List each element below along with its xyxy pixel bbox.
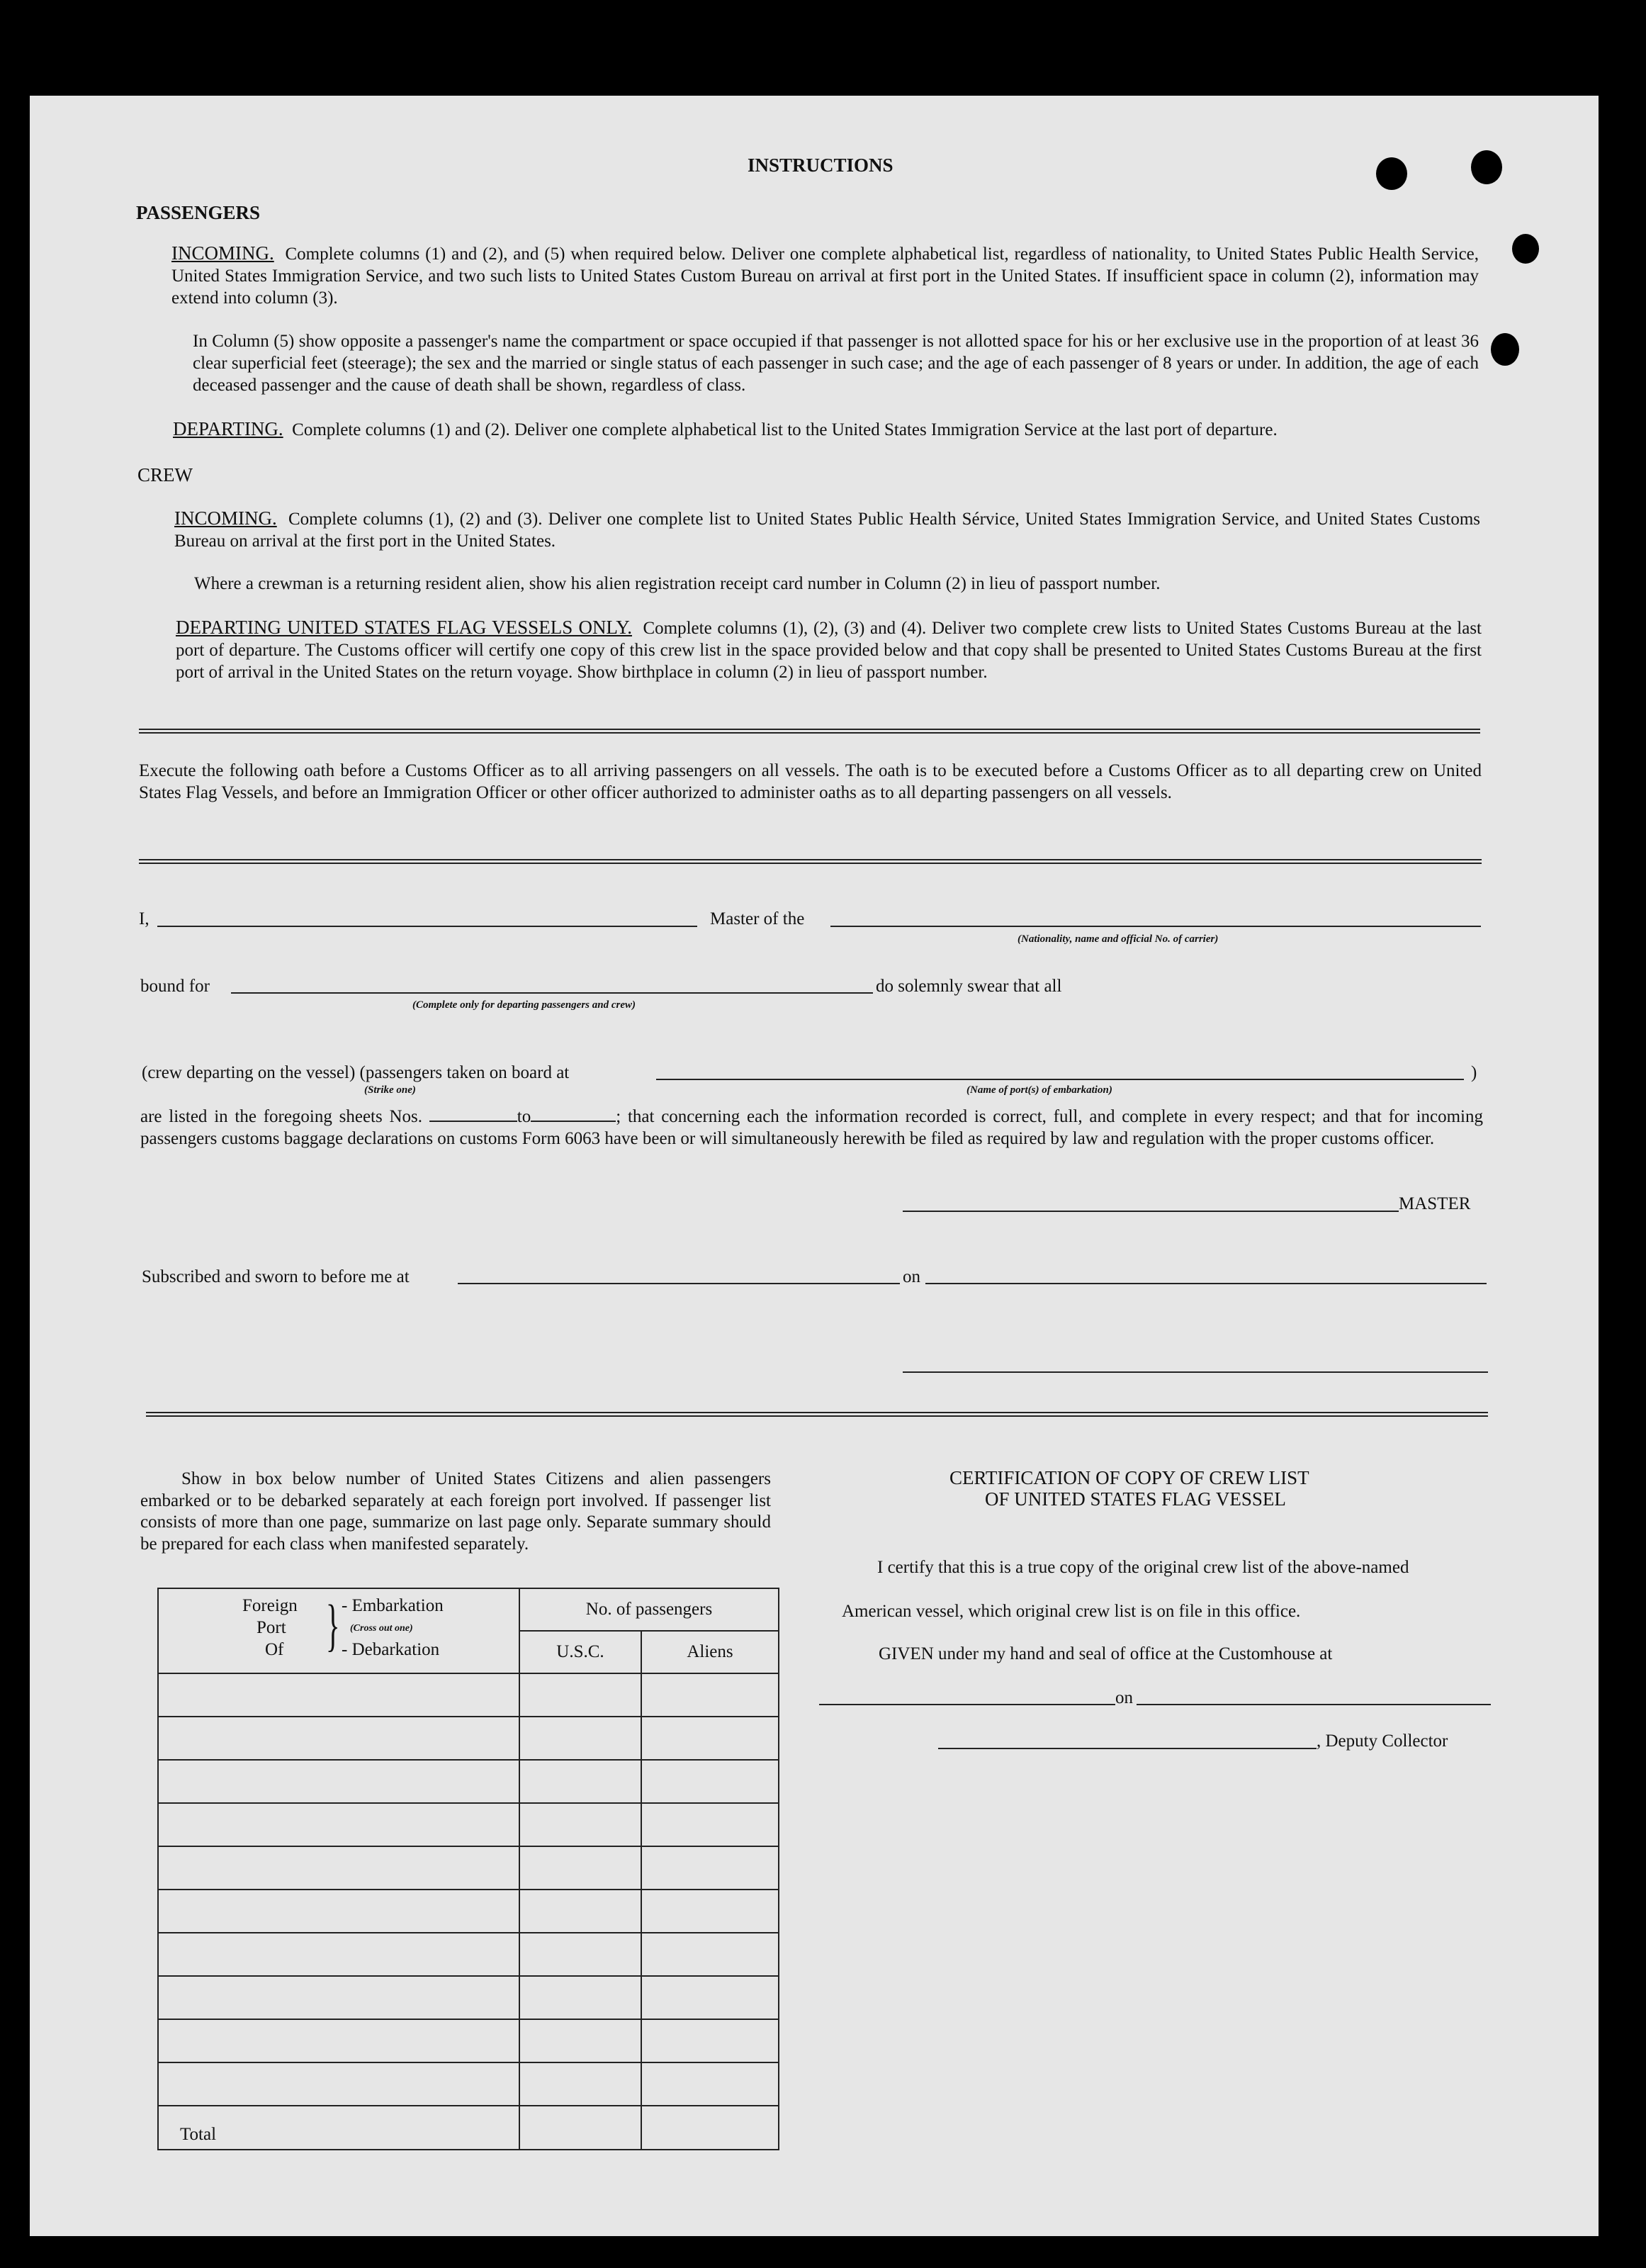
usc-cell[interactable] xyxy=(519,2062,641,2106)
usc-cell[interactable] xyxy=(519,1760,641,1803)
col-of: Of xyxy=(265,1640,284,1659)
port-cell[interactable] xyxy=(158,1976,519,2019)
port-cell[interactable] xyxy=(158,1846,519,1890)
section-divider xyxy=(139,859,1482,864)
crew-departing-paragraph xyxy=(176,617,1482,683)
brace: } xyxy=(325,1593,340,1657)
subscribed-label: Subscribed and sworn to before me at xyxy=(142,1267,410,1286)
usc-cell[interactable] xyxy=(519,1846,641,1890)
listed-prefix: are listed in the foregoing sheets Nos. xyxy=(140,1107,423,1126)
bound-for-label: bound for xyxy=(140,977,210,996)
port-cell[interactable] xyxy=(158,1673,519,1717)
cross-out-note: (Cross out one) xyxy=(350,1623,413,1634)
master-signature-field[interactable] xyxy=(903,1211,1399,1212)
aliens-cell[interactable] xyxy=(641,2062,779,2106)
aliens-cell[interactable] xyxy=(641,1803,779,1846)
punch-hole xyxy=(1471,150,1502,184)
crew-incoming-paragraph xyxy=(174,507,1480,552)
passengers-heading: PASSENGERS xyxy=(136,202,261,223)
customhouse-field[interactable] xyxy=(819,1704,1115,1705)
passengers-departing-label: DEPARTING. xyxy=(173,418,283,439)
aliens-cell[interactable] xyxy=(641,1717,779,1760)
crew-resident-paragraph: Where a crewman is a returning resident alien, show his alien registration receipt card number in Column (2) in lieu of passport number. xyxy=(194,574,1161,593)
certification-title-1: CERTIFICATION OF COPY OF CREW LIST xyxy=(949,1467,1309,1488)
port-cell[interactable] xyxy=(158,1803,519,1846)
aliens-total-cell[interactable] xyxy=(641,2106,779,2150)
aliens-cell[interactable] xyxy=(641,1933,779,1976)
certify-line-2: American vessel, which original crew list is on file in this office. xyxy=(842,1602,1301,1621)
master-of-the-label: Master of the xyxy=(710,909,805,928)
master-name-field[interactable] xyxy=(157,926,697,927)
crew-departing-label: DEPARTING UNITED STATES FLAG VESSELS ONLY. xyxy=(176,617,632,638)
aliens-cell[interactable] xyxy=(641,2019,779,2062)
sheet-from-field[interactable] xyxy=(429,1108,517,1122)
embarkation-label: - Embarkation xyxy=(342,1596,444,1615)
aliens-cell[interactable] xyxy=(641,1890,779,1933)
usc-cell[interactable] xyxy=(519,1933,641,1976)
usc-cell[interactable] xyxy=(519,1673,641,1717)
column5-paragraph: In Column (5) show opposite a passenger's name the compartment or space occupied if that passenger is not allotted space for his or her exclusive use in the proportion of at least 36 clear superficial feet (steerage); the sex and the married or single status of each passenger in such case; and the age of each passenger of 8 years or under. In addition, the age of each deceased passenger and the cause of death shall be shown, regardless of class. xyxy=(193,332,1479,395)
bound-for-field[interactable] xyxy=(231,992,873,994)
table-row xyxy=(158,1933,779,1976)
total-label: Total xyxy=(158,2106,519,2150)
embarkation-port-field[interactable] xyxy=(656,1079,1464,1080)
crew-departing-label: (crew departing on the vessel) (passengers taken on board at xyxy=(142,1063,570,1082)
nationality-note: (Nationality, name and official No. of carrier) xyxy=(1018,933,1219,945)
table-row xyxy=(158,2062,779,2106)
port-cell[interactable] xyxy=(158,2019,519,2062)
summary-instruction: Show in box below number of United States Citizens and alien passengers embarked or to be debarked separately at each foreign port involved. If passenger list consists of more than one page, summarize on last page only. Separate summary should be prepared for each class when manifested separately. xyxy=(140,1469,771,1554)
aliens-cell[interactable] xyxy=(641,1760,779,1803)
instructions-title: INSTRUCTIONS xyxy=(748,155,894,176)
deputy-signature-field[interactable] xyxy=(938,1748,1317,1749)
crew-departing-text: Complete columns (1), (2), (3) and (4). Deliver two complete crew lists to United States Customs Bureau at the last port of departure. The Customs officer will certify one copy of this crew list in the space provided below and that copy shall be presented to United States Customs Bureau at the first port of arrival in the United States on the return voyage. Show birthplace in column (2) in lieu of passport number. xyxy=(176,619,1482,682)
table-row xyxy=(158,1976,779,2019)
aliens-cell[interactable] xyxy=(641,1976,779,2019)
crew-heading: CREW xyxy=(137,464,193,485)
passengers-incoming-text: Complete columns (1) and (2), and (5) when required below. Deliver one complete alphabetical list, regardless of nationality, to United States Public Health Service, United States Immigration Service, and two such lists to United States Custom Bureau on arrival at first port in the United States. If insufficient space in column (2), information may extend into column (3). xyxy=(171,245,1479,308)
port-cell[interactable] xyxy=(158,1717,519,1760)
punch-hole xyxy=(1376,157,1407,190)
passenger-summary-table xyxy=(157,1588,779,2150)
sheet-to-field[interactable] xyxy=(531,1108,616,1122)
punch-hole xyxy=(1512,234,1539,264)
usc-cell[interactable] xyxy=(519,1717,641,1760)
table-row xyxy=(158,1846,779,1890)
passengers-incoming-paragraph xyxy=(171,242,1479,309)
usc-cell[interactable] xyxy=(519,1976,641,2019)
do-swear-label: do solemnly swear that all xyxy=(876,977,1062,996)
passengers-incoming-label: INCOMING. xyxy=(171,242,274,264)
sworn-place-field[interactable] xyxy=(458,1283,900,1284)
to-label: to xyxy=(517,1107,531,1126)
port-cell[interactable] xyxy=(158,1933,519,1976)
master-label: MASTER xyxy=(1399,1194,1471,1213)
officer-signature-field[interactable] xyxy=(903,1371,1488,1373)
table-row xyxy=(158,1803,779,1846)
certification-title-2: OF UNITED STATES FLAG VESSEL xyxy=(985,1488,1286,1510)
port-cell[interactable] xyxy=(158,1760,519,1803)
table-row xyxy=(158,1760,779,1803)
col-port: Port xyxy=(257,1618,286,1637)
strike-one-note: (Strike one) xyxy=(364,1084,416,1096)
table-row xyxy=(158,1673,779,1717)
usc-header: U.S.C. xyxy=(519,1631,641,1673)
aliens-cell[interactable] xyxy=(641,1673,779,1717)
punch-hole xyxy=(1491,333,1519,366)
certify-line-1: I certify that this is a true copy of the original crew list of the above-named xyxy=(877,1558,1409,1577)
debarkation-label: - Debarkation xyxy=(342,1640,440,1659)
foreign-port-header xyxy=(158,1588,519,1673)
port-note: (Name of port(s) of embarkation) xyxy=(966,1084,1112,1096)
crew-incoming-label: INCOMING. xyxy=(174,507,277,529)
cert-date-field[interactable] xyxy=(1137,1704,1491,1705)
sworn-on-label: on xyxy=(903,1267,920,1286)
section-divider xyxy=(146,1412,1488,1417)
complete-only-note: (Complete only for departing passengers and crew) xyxy=(412,999,636,1011)
sworn-date-field[interactable] xyxy=(925,1283,1487,1284)
cert-on-label: on xyxy=(1115,1688,1133,1707)
listed-paragraph xyxy=(140,1106,1483,1150)
listed-text: ; that concerning each the information recorded is correct, full, and complete in every respect; and that for incoming passengers customs baggage declarations on customs Form 6063 have been or will simultaneously herewith be filed as required by law and regulation with the proper customs officer. xyxy=(140,1107,1483,1148)
aliens-cell[interactable] xyxy=(641,1846,779,1890)
port-cell[interactable] xyxy=(158,1890,519,1933)
usc-total-cell[interactable] xyxy=(519,2106,641,2150)
table-row xyxy=(158,1890,779,1933)
total-row xyxy=(158,2106,779,2150)
crew-incoming-text: Complete columns (1), (2) and (3). Deliver one complete list to United States Public Health Sérvice, United States Immigration Service, and United States Customs Bureau on arrival at the first port in the United States. xyxy=(174,510,1481,551)
no-passengers-header: No. of passengers xyxy=(519,1588,779,1631)
oath-i-label: I, xyxy=(139,909,150,928)
carrier-field[interactable] xyxy=(830,926,1481,927)
section-divider xyxy=(139,729,1480,734)
deputy-collector-label: , Deputy Collector xyxy=(1317,1731,1448,1751)
given-line: GIVEN under my hand and seal of office at the Customhouse at xyxy=(879,1644,1333,1663)
aliens-header: Aliens xyxy=(641,1631,779,1673)
close-paren: ) xyxy=(1471,1063,1477,1082)
table-row xyxy=(158,1717,779,1760)
usc-cell[interactable] xyxy=(519,2019,641,2062)
table-row xyxy=(158,2019,779,2062)
usc-cell[interactable] xyxy=(519,1890,641,1933)
oath-instruction: Execute the following oath before a Customs Officer as to all arriving passengers on all vessels. The oath is to be executed before a Customs Officer as to all departing crew on United States Flag Vessels, and before an Immigration Officer or other officer authorized to administer oaths as to all departing passengers on all vessels. xyxy=(139,761,1482,802)
passengers-departing-text: Complete columns (1) and (2). Deliver one complete alphabetical list to the United States Immigration Service at the last port of departure. xyxy=(292,420,1278,439)
port-cell[interactable] xyxy=(158,2062,519,2106)
usc-cell[interactable] xyxy=(519,1803,641,1846)
col-foreign: Foreign xyxy=(242,1596,298,1615)
passengers-departing-paragraph xyxy=(173,418,1480,441)
